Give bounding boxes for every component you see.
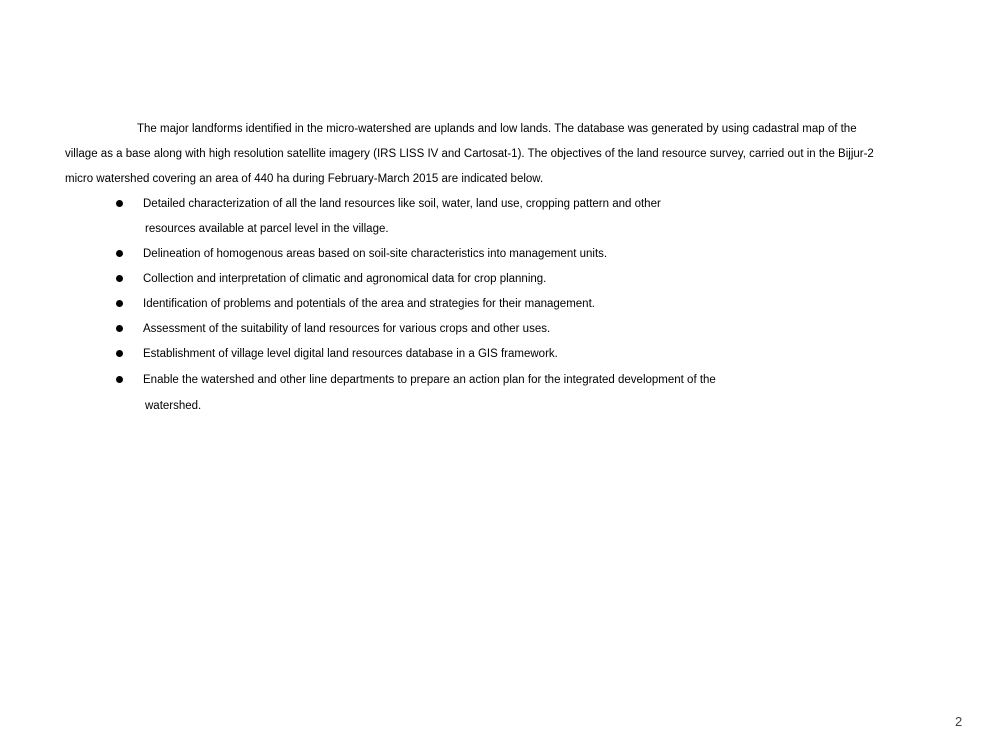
paragraph-line: village as a base along with high resolution satellite imagery (IRS LISS IV and Cartosat-1). The objectives of the land resource survey, carried out in the Bijjur-2 <box>65 148 874 160</box>
bullet-item-text: Establishment of village level digital land resources database in a GIS framework. <box>143 348 558 360</box>
bullet-item-text: Collection and interpretation of climatic and agronomical data for crop planning. <box>143 273 547 285</box>
bullet-icon <box>116 376 123 383</box>
bullet-icon <box>116 300 123 307</box>
bullet-item-text: Detailed characterization of all the land resources like soil, water, land use, cropping pattern and other <box>143 198 661 210</box>
bullet-item-continuation: watershed. <box>145 400 202 412</box>
bullet-item-text: Delineation of homogenous areas based on soil-site characteristics into management units. <box>143 248 608 260</box>
paragraph-line: micro watershed covering an area of 440 ha during February-March 2015 are indicated below. <box>65 173 544 185</box>
paragraph-line: The major landforms identified in the micro-watershed are uplands and low lands. The database was generated by using cadastral map of the <box>137 123 857 135</box>
bullet-icon <box>116 275 123 282</box>
bullet-item-text: Enable the watershed and other line departments to prepare an action plan for the integrated development of the <box>143 374 716 386</box>
bullet-icon <box>116 325 123 332</box>
bullet-item-text: Identification of problems and potentials of the area and strategies for their management. <box>143 298 595 310</box>
page-number: 2 <box>955 714 963 729</box>
bullet-item-text: Assessment of the suitability of land resources for various crops and other uses. <box>143 323 551 335</box>
bullet-item-continuation: resources available at parcel level in the village. <box>145 223 389 235</box>
bullet-icon <box>116 200 123 207</box>
bullet-icon <box>116 350 123 357</box>
bullet-icon <box>116 250 123 257</box>
